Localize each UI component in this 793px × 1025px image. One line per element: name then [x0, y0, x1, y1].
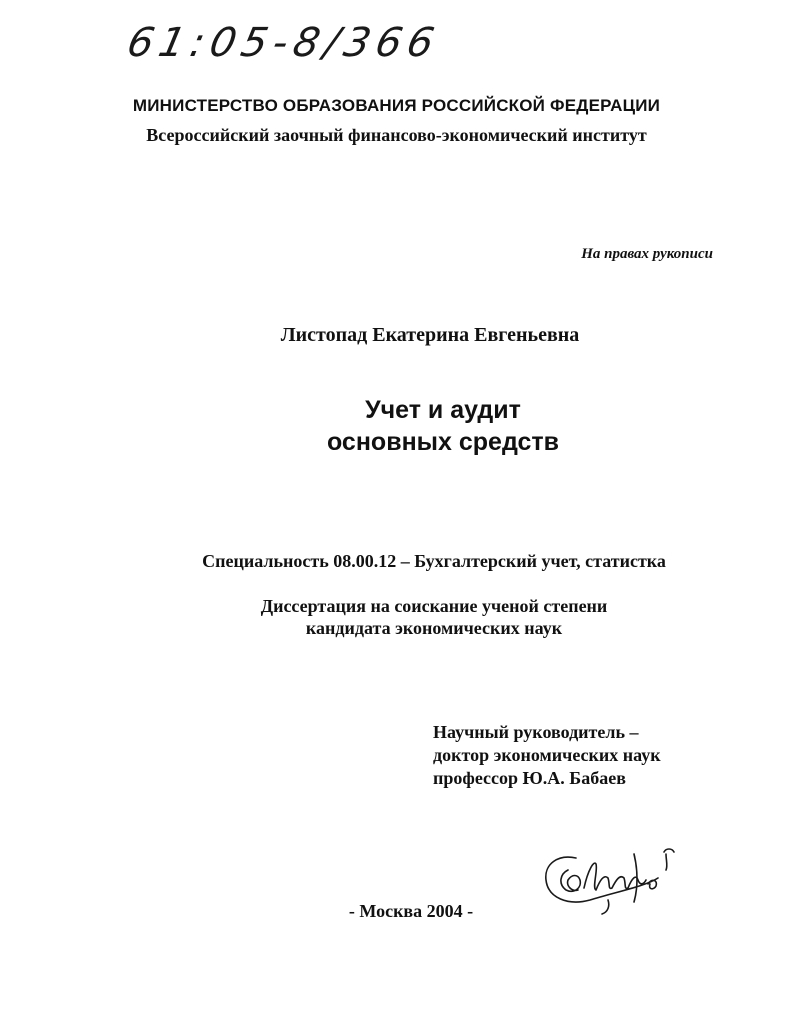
- supervisor-line-2: доктор экономических наук: [433, 745, 661, 765]
- supervisor-line-1: Научный руководитель –: [433, 722, 639, 742]
- author-name: Листопад Екатерина Евгеньевна: [280, 324, 580, 346]
- city-year: - Москва 2004 -: [348, 901, 474, 921]
- supervisor-block: [433, 721, 661, 790]
- institute-heading: Всероссийский заочный финансово-экономический институт: [146, 125, 647, 145]
- supervisor-line-3: профессор Ю.А. Бабаев: [433, 768, 626, 788]
- degree-statement: [0, 595, 793, 639]
- degree-statement-line-2: кандидата экономических наук: [305, 618, 563, 638]
- thesis-title: [0, 394, 793, 458]
- manuscript-note: На правах рукописи: [581, 246, 713, 262]
- ministry-heading: МИНИСТЕРСТВО ОБРАЗОВАНИЯ РОССИЙСКОЙ ФЕДЕРАЦИИ: [132, 96, 661, 115]
- degree-statement-line-1: Диссертация на соискание ученой степени: [260, 596, 608, 616]
- thesis-title-line-1: Учет и аудит: [365, 396, 521, 424]
- specialty-line: Специальность 08.00.12 – Бухгалтерский учет, статистка: [202, 551, 666, 571]
- thesis-title-line-2: основных средств: [326, 428, 560, 456]
- archive-number-handwritten: 61:05-8/366: [123, 20, 444, 66]
